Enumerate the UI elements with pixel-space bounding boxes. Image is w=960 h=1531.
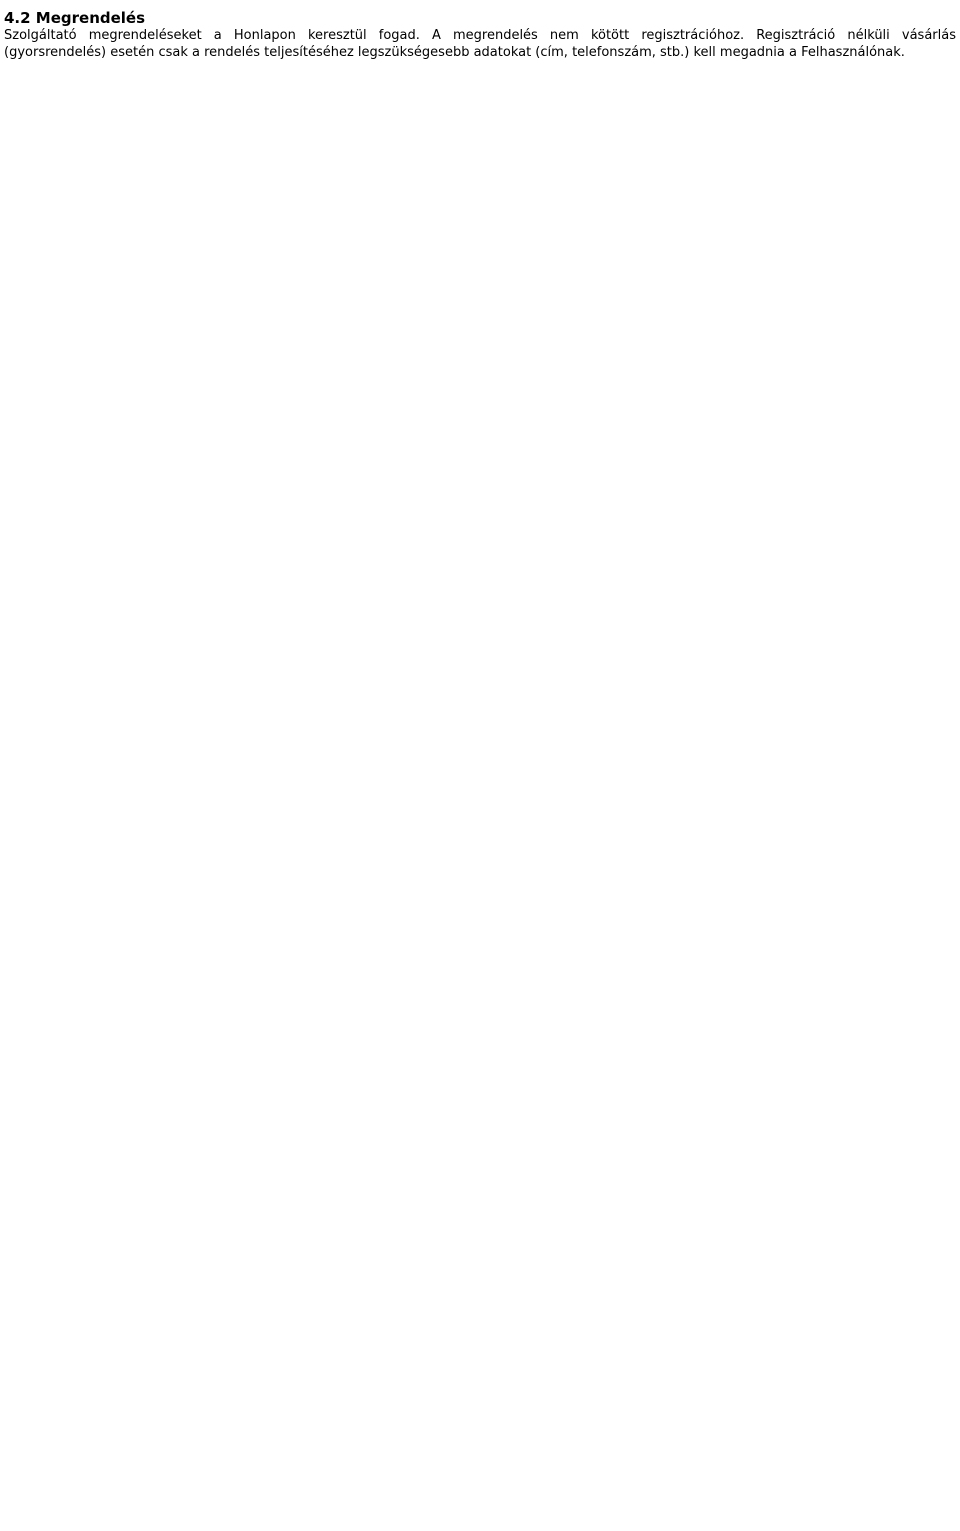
document-page: [0, 8, 960, 62]
paragraph: Szolgáltató megrendeléseket a Honlapon keresztül fogad. A megrendelés nem kötött regisztrációhoz. Regisztráció nélküli vásárlás (gyorsrendelés) esetén csak a rendelés teljesítéséhez legszükségesebb adatokat (cím, telefonszám, stb.) kell megadnia a Felhasználónak.: [4, 28, 956, 60]
section-heading: 4.2 Megrendelés: [4, 9, 146, 27]
section-4-2: [4, 8, 956, 62]
